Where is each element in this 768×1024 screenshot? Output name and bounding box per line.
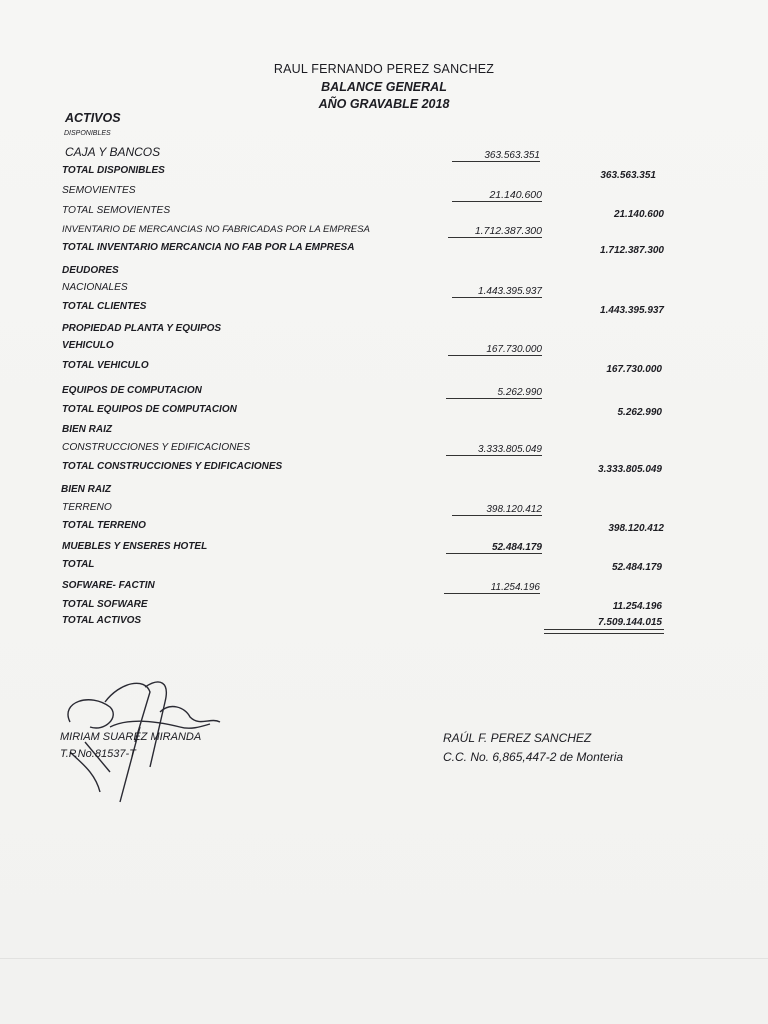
row-label: INVENTARIO DE MERCANCIAS NO FABRICADAS POR LA EMPRESA (62, 224, 370, 235)
total-value: 11.254.196 (612, 601, 662, 612)
row-label: TOTAL INVENTARIO MERCANCIA NO FAB POR LA EMPRESA (62, 242, 355, 253)
subtotal-value: 3.333.805.049 (446, 444, 542, 456)
row-label: TERRENO (62, 502, 112, 513)
row-label: TOTAL SEMOVIENTES (62, 205, 171, 216)
accountant-id: T.P.No.81537-T (60, 748, 136, 760)
row-label: TOTAL ACTIVOS (62, 615, 142, 626)
page-fold-line (0, 958, 768, 959)
total-value: 5.262.990 (617, 407, 662, 418)
total-value: 52.484.179 (611, 562, 662, 573)
row-label: DISPONIBLES (64, 130, 111, 137)
subtotal-value: 21.140.600 (452, 189, 542, 202)
row-label: MUEBLES Y ENSERES HOTEL (62, 541, 208, 552)
row-label: DEUDORES (62, 265, 119, 276)
total-value: 3.333.805.049 (598, 464, 662, 475)
row-label: BIEN RAIZ (61, 484, 111, 495)
subtotal-value: 11.254.196 (444, 582, 540, 594)
row-label: TOTAL TERRENO (62, 520, 146, 531)
total-value: 363.563.351 (600, 170, 656, 181)
document-title: BALANCE GENERAL (321, 80, 447, 94)
owner-name: RAUL FERNANDO PEREZ SANCHEZ (273, 62, 495, 76)
accountant-name: MIRIAM SUAREZ MIRANDA (60, 731, 202, 743)
subtotal-value: 363.563.351 (452, 150, 540, 162)
row-label: TOTAL EQUIPOS DE COMPUTACION (62, 404, 237, 415)
owner-signature-id: C.C. No. 6,865,447-2 de Monteria (443, 750, 624, 764)
fiscal-year: AÑO GRAVABLE 2018 (318, 97, 450, 111)
row-label: TOTAL CONSTRUCCIONES Y EDIFICACIONES (62, 461, 283, 472)
total-value: 167.730.000 (606, 364, 662, 375)
row-label: TOTAL (62, 559, 95, 570)
row-label: TOTAL SOFWARE (62, 599, 148, 610)
subtotal-value: 52.484.179 (446, 542, 542, 554)
owner-signature-name: RAÚL F. PEREZ SANCHEZ (443, 731, 592, 745)
grand-total-value: 7.509.144.015 (598, 617, 662, 628)
row-label: NACIONALES (62, 282, 128, 293)
row-label: BIEN RAIZ (62, 424, 112, 435)
section-title-activos: ACTIVOS (65, 111, 121, 125)
row-label: CAJA Y BANCOS (65, 145, 161, 159)
subtotal-value: 1.443.395.937 (452, 286, 542, 298)
subtotal-value: 1.712.387.300 (448, 225, 542, 238)
row-label: TOTAL VEHICULO (62, 360, 149, 371)
total-value: 21.140.600 (613, 209, 664, 220)
row-label: CONSTRUCCIONES Y EDIFICACIONES (62, 442, 251, 453)
subtotal-value: 5.262.990 (446, 387, 542, 399)
subtotal-value: 167.730.000 (448, 344, 542, 356)
subtotal-value: 398.120.412 (452, 504, 542, 516)
total-value: 398.120.412 (608, 523, 664, 534)
row-label: PROPIEDAD PLANTA Y EQUIPOS (62, 323, 222, 334)
double-underline (544, 629, 664, 634)
row-label: SEMOVIENTES (62, 185, 136, 196)
total-value: 1.443.395.937 (600, 305, 664, 316)
row-label: EQUIPOS DE COMPUTACION (62, 385, 202, 396)
row-label: SOFWARE- FACTIN (62, 580, 155, 591)
total-value: 1.712.387.300 (600, 245, 664, 256)
row-label: VEHICULO (62, 340, 114, 351)
row-label: TOTAL CLIENTES (62, 301, 147, 312)
row-label: TOTAL DISPONIBLES (62, 165, 165, 176)
